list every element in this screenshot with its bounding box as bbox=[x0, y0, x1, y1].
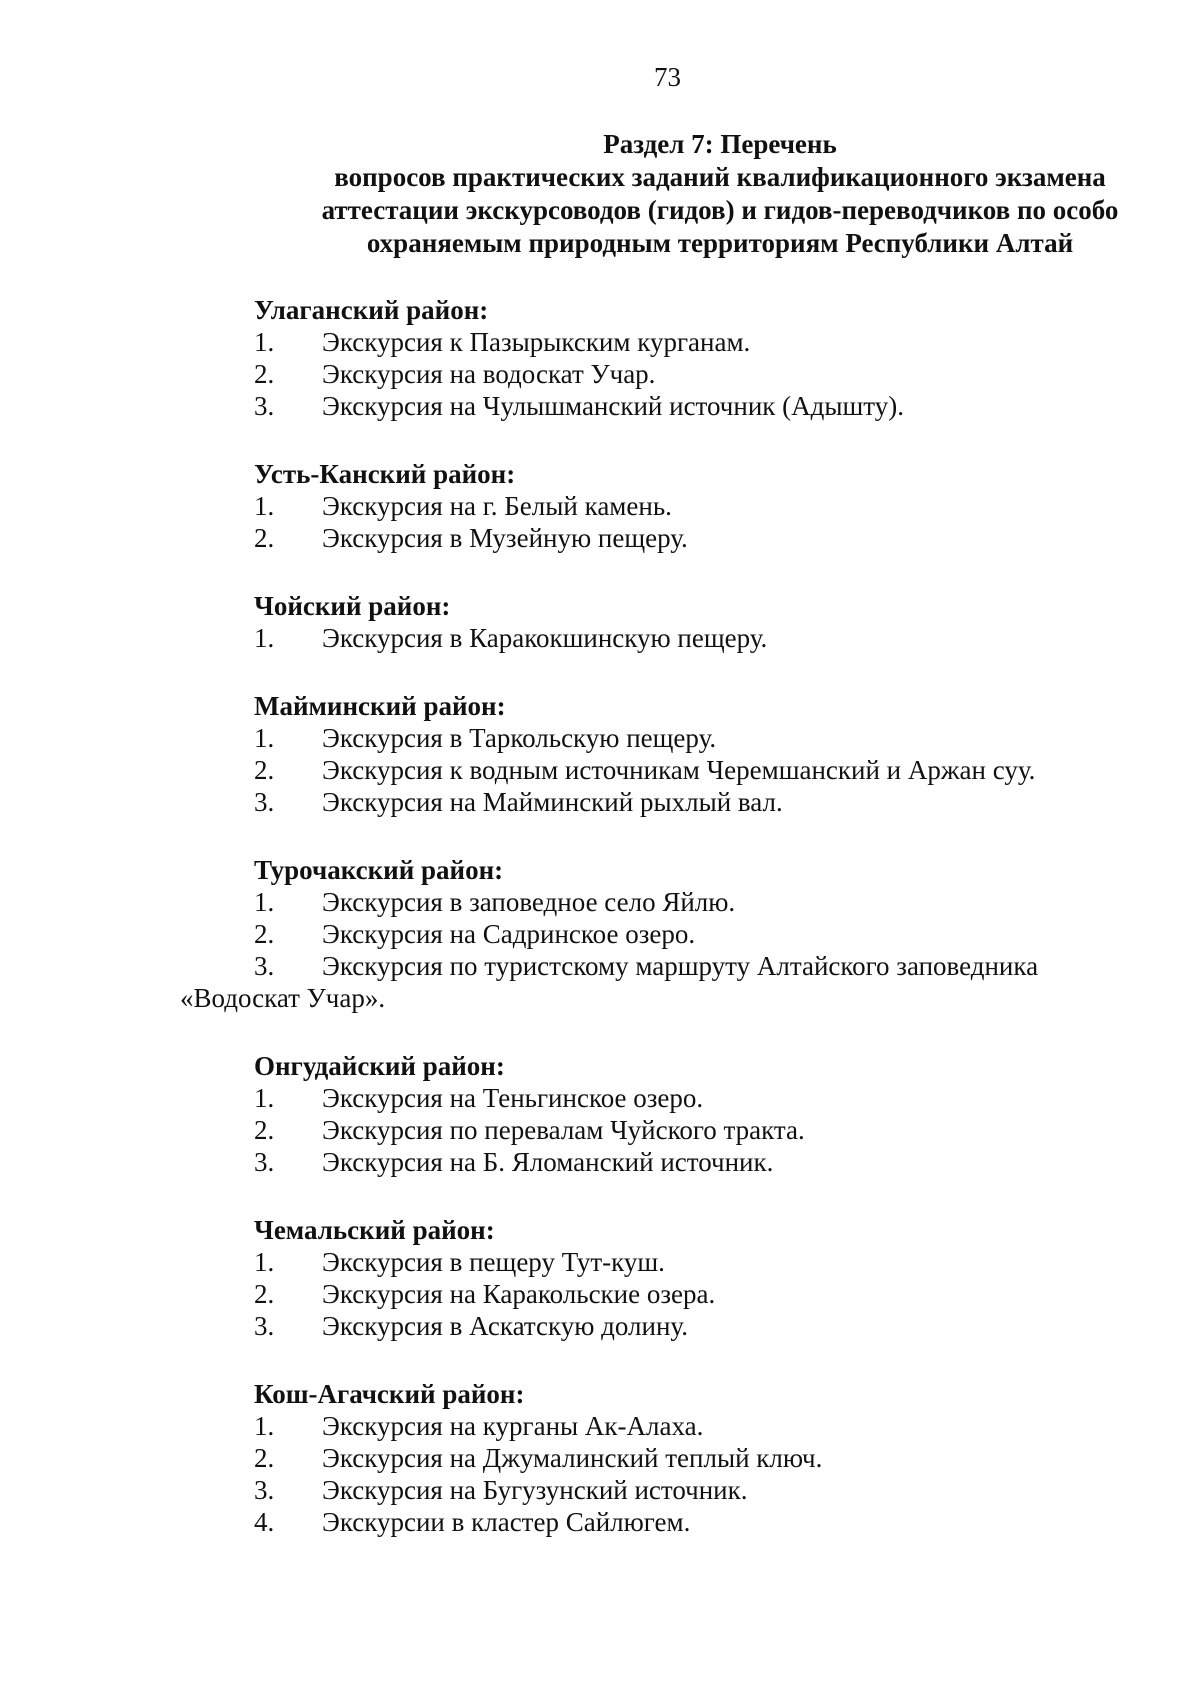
section-heading: Майминский район: bbox=[254, 691, 506, 721]
title-line-2: вопросов практических заданий квалификационного экзамена bbox=[334, 162, 1106, 192]
item-number: 3. bbox=[254, 951, 275, 981]
list-item bbox=[180, 390, 1150, 422]
list-item bbox=[180, 522, 1150, 554]
list-item bbox=[180, 1146, 1150, 1178]
list-item bbox=[180, 358, 1150, 390]
item-number: 4. bbox=[254, 1507, 275, 1537]
title-line-4: охраняемым природным территориям Республики Алтай bbox=[366, 228, 1074, 258]
list-item bbox=[180, 1278, 1150, 1310]
section-mayma bbox=[180, 690, 1150, 818]
list-item bbox=[180, 490, 1150, 522]
item-text: Экскурсия на Каракольские озера. bbox=[322, 1279, 716, 1309]
item-number: 3. bbox=[254, 1147, 275, 1177]
list-item bbox=[180, 886, 1150, 918]
section-chemal bbox=[180, 1214, 1150, 1342]
item-number: 2. bbox=[254, 523, 275, 553]
document-title bbox=[240, 128, 1200, 260]
section-ust-kan bbox=[180, 458, 1150, 554]
list-item bbox=[180, 1114, 1150, 1146]
item-number: 1. bbox=[254, 1083, 275, 1113]
item-number: 1. bbox=[254, 491, 275, 521]
item-text: Экскурсия в Таркольскую пещеру. bbox=[322, 723, 717, 753]
list-item bbox=[180, 722, 1150, 754]
item-text: Экскурсия в Аскатскую долину. bbox=[322, 1311, 688, 1341]
section-heading: Чойский район: bbox=[254, 591, 451, 621]
item-text: Экскурсии в кластер Сайлюгем. bbox=[322, 1507, 691, 1537]
section-heading: Улаганский район: bbox=[254, 295, 489, 325]
item-text: Экскурсия на Б. Яломанский источник. bbox=[322, 1147, 774, 1177]
item-number: 1. bbox=[254, 327, 275, 357]
item-text: Экскурсия по перевалам Чуйского тракта. bbox=[322, 1115, 805, 1145]
item-text: Экскурсия в заповедное село Яйлю. bbox=[322, 887, 736, 917]
item-number: 1. bbox=[254, 723, 275, 753]
item-number: 2. bbox=[254, 919, 275, 949]
item-text: Экскурсия на курганы Ак-Алаха. bbox=[322, 1411, 704, 1441]
list-item bbox=[180, 918, 1150, 950]
item-text: Экскурсия к Пазырыкским курганам. bbox=[322, 327, 751, 357]
section-kosh-agach bbox=[180, 1378, 1150, 1538]
section-ulagan bbox=[180, 294, 1150, 422]
page-number: 73 bbox=[654, 62, 681, 92]
section-ongudai bbox=[180, 1050, 1150, 1178]
section-heading: Турочакский район: bbox=[254, 855, 504, 885]
item-text: Экскурсия к водным источникам Черемшанский и Аржан суу. bbox=[322, 755, 1036, 785]
item-number: 3. bbox=[254, 1311, 275, 1341]
item-text: Экскурсия на Садринское озеро. bbox=[322, 919, 696, 949]
list-item bbox=[180, 1410, 1150, 1442]
item-text: Экскурсия в пещеру Тут-куш. bbox=[322, 1247, 665, 1277]
list-item bbox=[180, 1474, 1150, 1506]
item-number: 2. bbox=[254, 755, 275, 785]
section-heading: Онгудайский район: bbox=[254, 1051, 505, 1081]
title-line-3: аттестации экскурсоводов (гидов) и гидов-переводчиков по особо bbox=[321, 195, 1119, 225]
section-heading: Усть-Канский район: bbox=[254, 459, 516, 489]
item-number: 3. bbox=[254, 1475, 275, 1505]
item-number: 2. bbox=[254, 1279, 275, 1309]
list-item bbox=[180, 1246, 1150, 1278]
item-text: Экскурсия на Теньгинское озеро. bbox=[322, 1083, 704, 1113]
list-item bbox=[180, 1310, 1150, 1342]
list-item bbox=[180, 1506, 1150, 1538]
title-line-1: Раздел 7: Перечень bbox=[603, 129, 837, 159]
list-item bbox=[180, 754, 1150, 786]
item-number: 3. bbox=[254, 787, 275, 817]
item-number: 1. bbox=[254, 1247, 275, 1277]
list-item bbox=[180, 622, 1150, 654]
item-number: 3. bbox=[254, 391, 275, 421]
item-text-continuation: «Водоскат Учар». bbox=[180, 983, 386, 1013]
item-text: Экскурсия на Бугузунский источник. bbox=[322, 1475, 748, 1505]
item-number: 2. bbox=[254, 1443, 275, 1473]
list-item bbox=[180, 1082, 1150, 1114]
item-text: Экскурсия на г. Белый камень. bbox=[322, 491, 672, 521]
item-text: Экскурсия в Каракокшинскую пещеру. bbox=[322, 623, 768, 653]
item-text: Экскурсия на Джумалинский теплый ключ. bbox=[322, 1443, 823, 1473]
list-item bbox=[180, 326, 1150, 358]
list-item bbox=[180, 950, 1150, 1014]
section-heading: Кош-Агачский район: bbox=[254, 1379, 525, 1409]
item-number: 1. bbox=[254, 1411, 275, 1441]
item-text: Экскурсия на водоскат Учар. bbox=[322, 359, 656, 389]
district-list bbox=[180, 294, 1150, 1574]
item-first-line bbox=[254, 950, 1150, 982]
item-text: Экскурсия на Чулышманский источник (Адышту). bbox=[322, 391, 904, 421]
item-text: Экскурсия по туристскому маршруту Алтайского заповедника bbox=[322, 951, 1039, 981]
item-number: 2. bbox=[254, 359, 275, 389]
item-text: Экскурсия на Майминский рыхлый вал. bbox=[322, 787, 783, 817]
list-item bbox=[180, 1442, 1150, 1474]
item-number: 2. bbox=[254, 1115, 275, 1145]
section-choya bbox=[180, 590, 1150, 654]
list-item bbox=[180, 786, 1150, 818]
section-turochak bbox=[180, 854, 1150, 1014]
item-number: 1. bbox=[254, 887, 275, 917]
item-text: Экскурсия в Музейную пещеру. bbox=[322, 523, 688, 553]
item-number: 1. bbox=[254, 623, 275, 653]
section-heading: Чемальский район: bbox=[254, 1215, 495, 1245]
